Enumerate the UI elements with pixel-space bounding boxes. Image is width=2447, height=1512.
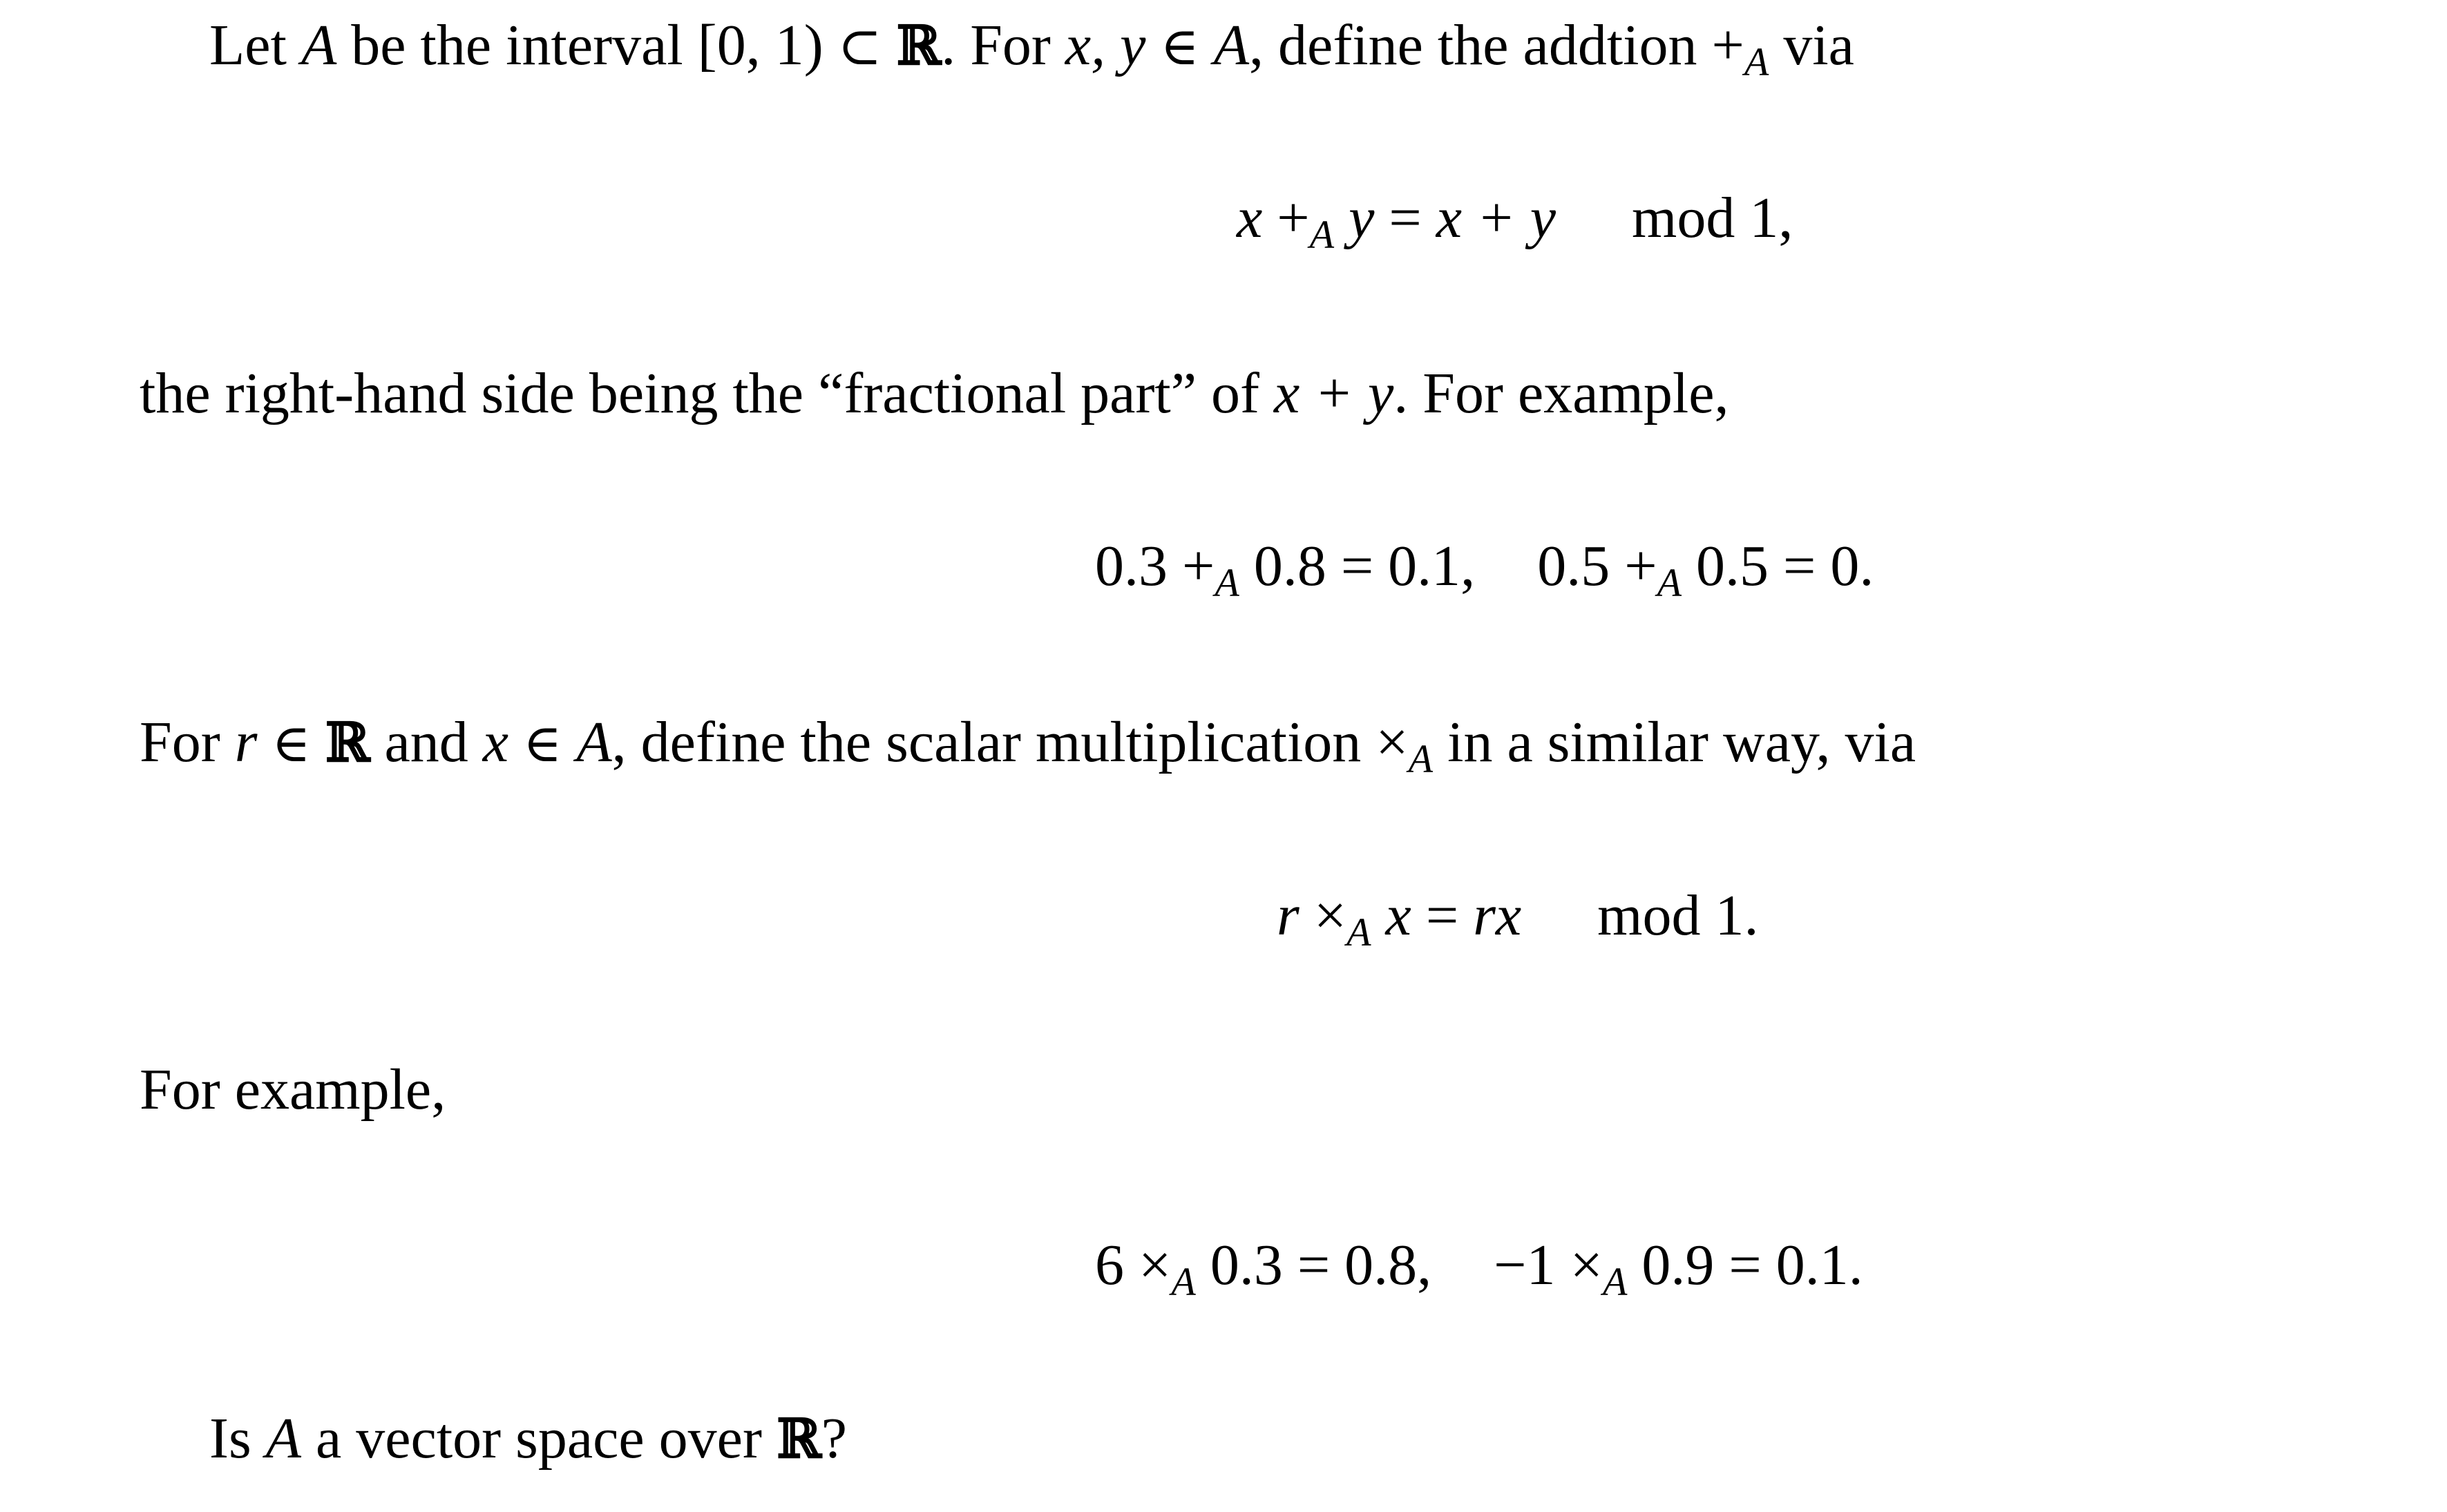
subscript-a: A (1744, 39, 1769, 85)
variables-xy: x, y (1065, 13, 1146, 77)
plus-symbol: + (1277, 186, 1310, 250)
number: 6 (1095, 1233, 1139, 1297)
number: −1 (1494, 1233, 1570, 1297)
set-a: A (576, 710, 612, 774)
subscript-a: A (1657, 560, 1682, 606)
equation-scalar (1277, 881, 1759, 955)
element-of-symbol: ∈ (272, 712, 311, 774)
result: 0.3 = 0.8, (1195, 1233, 1432, 1297)
element-of-symbol: ∈ (523, 712, 562, 774)
text: and (370, 710, 483, 774)
text: the right-hand side being the “fractional part” of (140, 361, 1275, 425)
times-symbol: × (1375, 710, 1409, 774)
var-x: x (1385, 883, 1411, 948)
equals-symbol: = (1389, 186, 1422, 250)
subscript-a: A (1171, 1259, 1196, 1305)
subscript-a: A (1408, 736, 1434, 782)
text: For example, (140, 1058, 446, 1122)
element-of-symbol: ∈ (1160, 15, 1199, 77)
set-a: A (265, 1406, 301, 1471)
mod-text: mod 1. (1597, 883, 1759, 948)
number: 0.5 (1537, 534, 1625, 598)
text: ? (821, 1406, 848, 1471)
paragraph-interval-definition (209, 11, 1854, 85)
text: . For (941, 13, 1065, 77)
times-symbol: × (1139, 1233, 1172, 1297)
times-symbol: × (1313, 883, 1347, 948)
text: . For example, (1393, 361, 1729, 425)
set-a: A (301, 13, 337, 77)
set-a: A (1213, 13, 1250, 77)
paragraph-scalar-definition (140, 708, 1916, 782)
result: 0.5 = 0. (1682, 534, 1874, 598)
plus-symbol: + (1711, 13, 1744, 77)
var-y: y (1349, 186, 1375, 250)
mod-text: mod 1, (1632, 186, 1793, 250)
result: 0.8 = 0.1, (1239, 534, 1476, 598)
product-expression: rx (1473, 883, 1522, 948)
number: 0.3 (1095, 534, 1182, 598)
reals-symbol: ℝ (776, 1408, 821, 1471)
text: , define the scalar multiplication (611, 710, 1376, 774)
subscript-a: A (1602, 1259, 1628, 1305)
text: in a similar way, via (1433, 710, 1916, 774)
subscript-a: A (1215, 560, 1239, 606)
result: 0.9 = 0.1. (1627, 1233, 1863, 1297)
equation-scalar-examples (1095, 1231, 1863, 1305)
sum-expression: x + y (1274, 361, 1394, 425)
subscript-a: A (1309, 212, 1335, 258)
subscript-a: A (1346, 910, 1371, 955)
plus-symbol: + (1182, 534, 1215, 598)
var-r: r (234, 710, 258, 774)
text: Is (209, 1406, 266, 1471)
paragraph-fractional-part (140, 359, 1729, 428)
text: via (1769, 13, 1854, 77)
paragraph-for-example (140, 1055, 446, 1125)
interval: [0, 1) (697, 13, 823, 77)
equation-addition-examples (1095, 532, 1874, 606)
var-x: x (1237, 186, 1263, 250)
equals-symbol: = (1425, 883, 1459, 948)
plus-symbol: + (1624, 534, 1657, 598)
text: , define the addtion (1249, 13, 1712, 77)
var-x: x (482, 710, 509, 774)
reals-symbol: ℝ (896, 15, 942, 77)
equation-addition (1237, 184, 1793, 258)
question (209, 1404, 847, 1474)
text: For (140, 710, 235, 774)
sum-expression: x + y (1436, 186, 1556, 250)
text: Let (209, 13, 301, 77)
var-r: r (1277, 883, 1299, 948)
subset-symbol: ⊂ (837, 15, 882, 77)
reals-symbol: ℝ (325, 711, 370, 774)
text: a vector space over (301, 1406, 777, 1471)
text: be the interval (336, 13, 698, 77)
times-symbol: × (1570, 1233, 1603, 1297)
